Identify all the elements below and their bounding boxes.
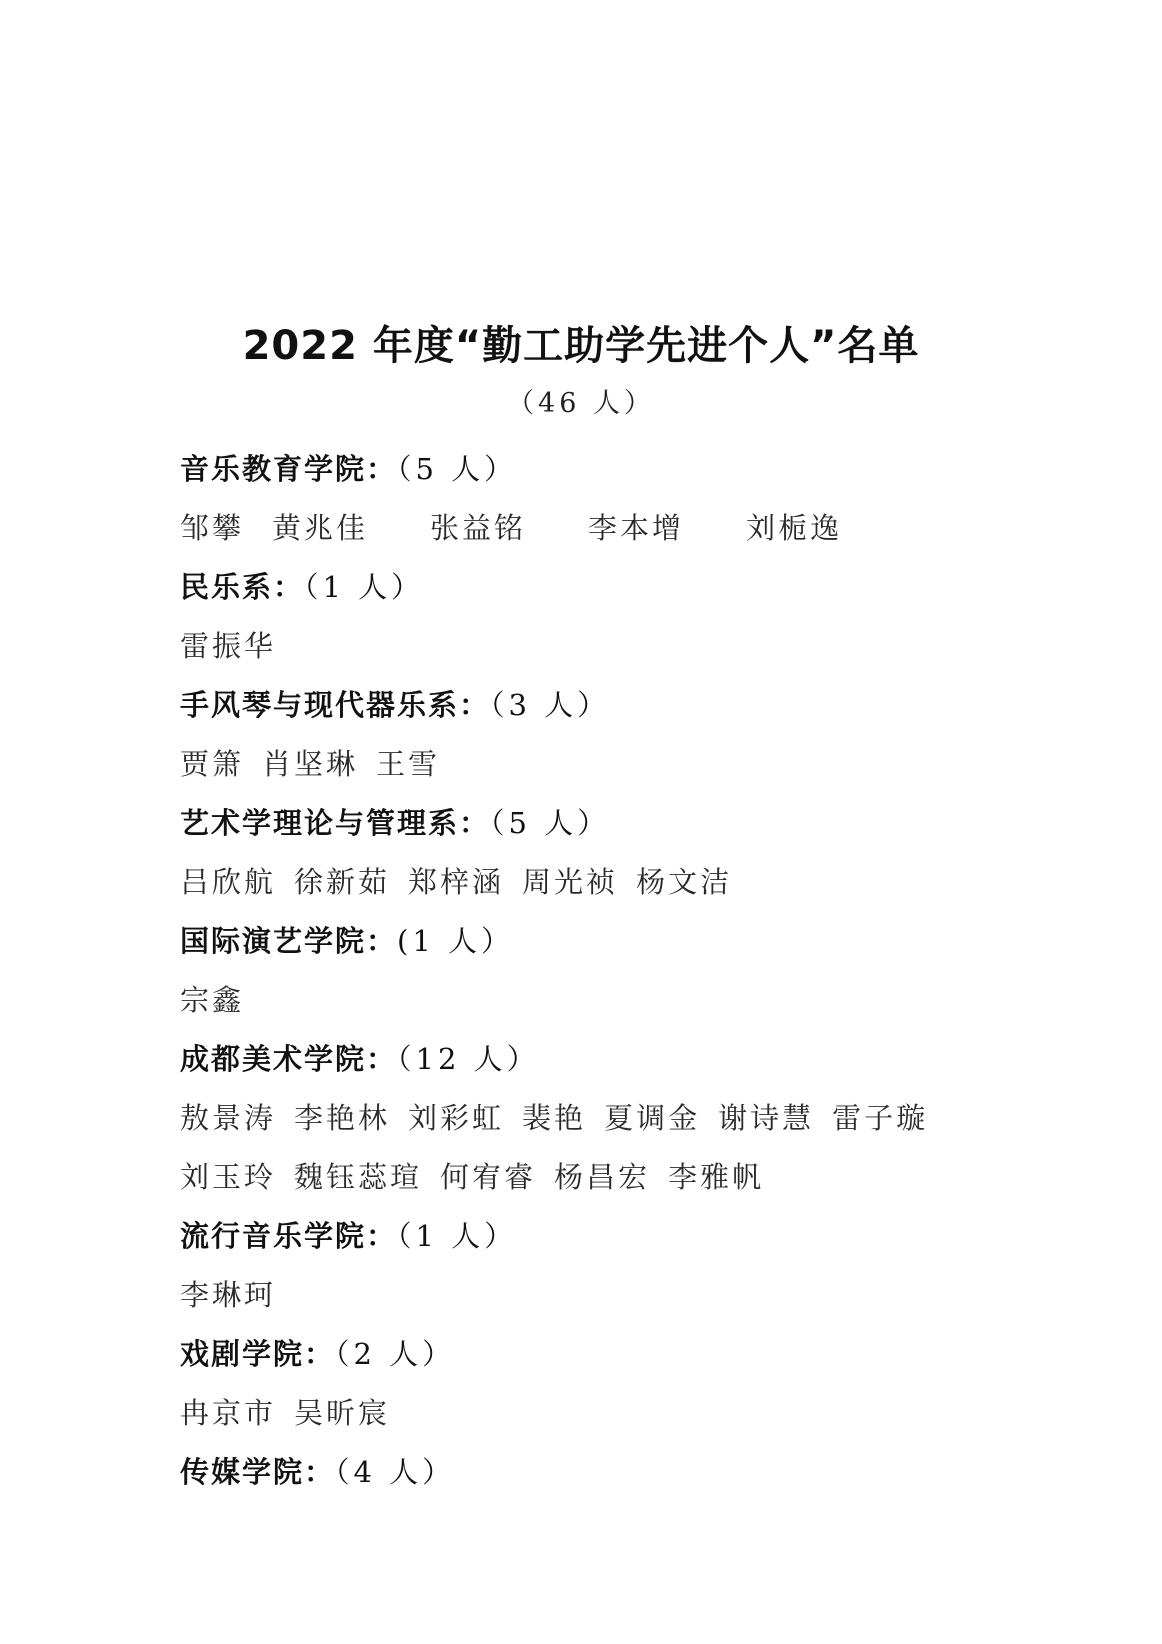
department-count: （1 人） [304,570,425,604]
department-heading [180,1444,1120,1503]
name-row [180,1267,1120,1326]
document-title: 2022 年度“勤工助学先进个人”名单 [242,323,920,369]
recipient-name: 杨文洁 [636,865,733,899]
department-name: 流行音乐学院： [180,1219,398,1253]
recipient-name: 李琳珂 [180,1278,277,1312]
department-name: 手风琴与现代器乐系： [180,688,491,722]
department-count: （3 人） [490,688,611,722]
department-count: （12 人） [397,1042,540,1076]
name-row [180,1090,1120,1149]
name-row [180,736,1120,795]
department-count: (1 人） [397,924,514,958]
total-count: （46 人） [507,388,655,419]
recipient-name: 裴艳 [522,1101,587,1135]
department-count: （5 人） [397,452,518,486]
recipient-name: 敖景涛 [180,1101,277,1135]
department-count: （4 人） [335,1455,456,1489]
department-heading [180,1326,1120,1385]
department-name: 民乐系： [180,570,305,604]
recipient-name: 宗鑫 [180,983,245,1017]
recipient-name: 吕欣航 [180,865,277,899]
recipient-name: 徐新茹 [294,865,391,899]
name-row [180,618,1120,677]
department-heading [180,1208,1120,1267]
recipient-name: 冉京市 [180,1396,277,1430]
recipient-name: 杨昌宏 [554,1160,651,1194]
department-name: 国际演艺学院： [180,924,398,958]
recipient-name: 夏调金 [604,1101,701,1135]
department-count: （1 人） [397,1219,518,1253]
recipient-name: 周光祯 [522,865,619,899]
recipient-name: 刘彩虹 [408,1101,505,1135]
department-name: 音乐教育学院： [180,452,398,486]
recipient-name: 刘栀逸 [746,511,843,545]
department-heading [180,441,1120,500]
department-name: 戏剧学院： [180,1337,336,1371]
recipient-name: 雷振华 [180,629,277,663]
department-heading [180,913,1120,972]
recipient-name: 张益铭 [430,511,527,545]
department-count: （2 人） [335,1337,456,1371]
department-heading [180,559,1120,618]
name-row [180,972,1120,1031]
name-row [180,854,1120,913]
recipient-name: 吴昕宸 [294,1396,391,1430]
recipient-name: 谢诗慧 [718,1101,815,1135]
recipient-name: 何宥睿 [440,1160,537,1194]
recipient-name: 黄兆佳 [272,511,369,545]
department-name: 成都美术学院： [180,1042,398,1076]
recipient-name: 肖坚琳 [262,747,359,781]
name-row [180,1385,1120,1444]
recipient-name: 刘玉玲 [180,1160,277,1194]
name-row [180,1149,1120,1208]
recipient-name: 魏钰蕊瑄 [294,1160,423,1194]
recipient-name: 李本增 [588,511,685,545]
recipient-name: 雷子璇 [832,1101,929,1135]
department-count: （5 人） [490,806,611,840]
department-heading [180,677,1120,736]
recipient-name: 邹攀 [180,511,245,545]
department-name: 艺术学理论与管理系： [180,806,491,840]
name-row [180,500,1120,559]
recipient-name: 李雅帆 [668,1160,765,1194]
recipient-name: 贾箫 [180,747,245,781]
department-heading [180,795,1120,854]
recipient-name: 王雪 [376,747,441,781]
recipient-name: 郑梓涵 [408,865,505,899]
award-list [180,441,1120,1503]
recipient-name: 李艳林 [294,1101,391,1135]
department-heading [180,1031,1120,1090]
department-name: 传媒学院： [180,1455,336,1489]
